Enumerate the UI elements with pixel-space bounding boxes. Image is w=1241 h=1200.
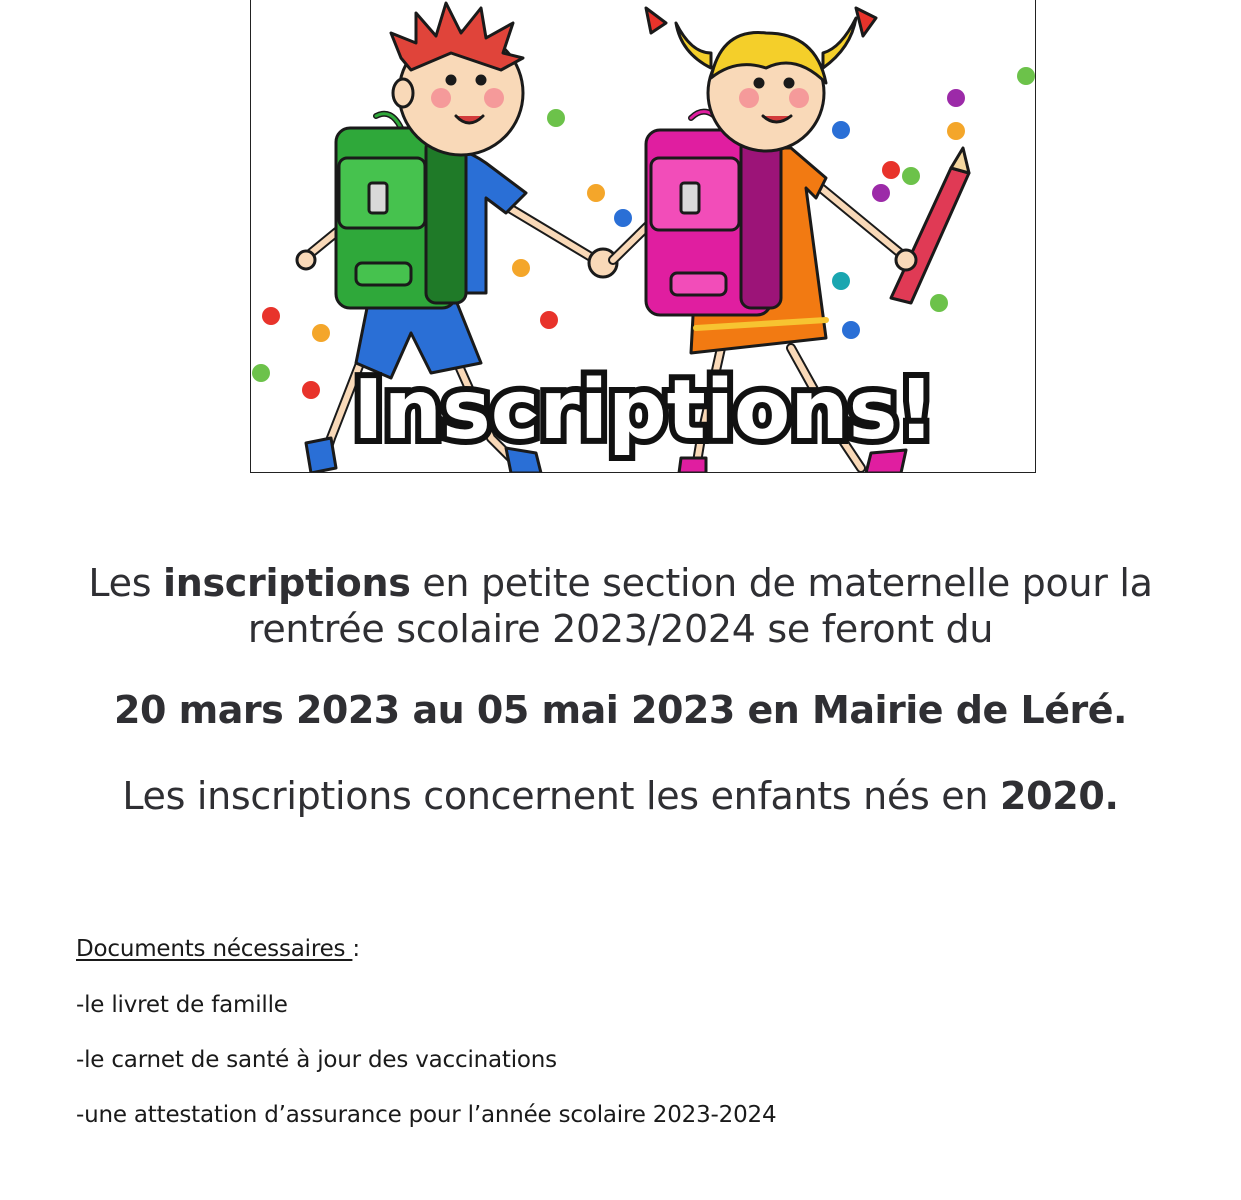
birth-year-line (60, 772, 1181, 820)
intro-line-2: rentrée scolaire 2023/2024 se feront du (247, 607, 994, 651)
confetti-dot (614, 209, 632, 227)
confetti-dot (302, 381, 320, 399)
registration-dates: 20 mars 2023 au 05 mai 2023 en Mairie de Léré. (114, 688, 1127, 732)
children-with-backpacks-image (251, 0, 1036, 473)
birth-year-text: Les inscriptions concernent les enfants nés en (122, 774, 1000, 818)
document-item: -une attestation d’assurance pour l’année scolaire 2023-2024 (76, 1102, 777, 1128)
confetti-dot (547, 109, 565, 127)
document-item: -le carnet de santé à jour des vaccinations (76, 1047, 557, 1073)
intro-paragraph (60, 560, 1181, 652)
inscriptions-banner-text: Inscriptions! (353, 363, 935, 458)
documents-heading-label: Documents nécessaires (76, 936, 353, 962)
intro-line-1 (60, 560, 1181, 606)
intro-text-end: en petite section de maternelle pour la (410, 561, 1153, 605)
confetti-dot (947, 122, 965, 140)
confetti-dot (252, 364, 270, 382)
document-item: -le livret de famille (76, 992, 288, 1018)
confetti-dot (832, 272, 850, 290)
confetti-dot (1017, 67, 1035, 85)
confetti-dot (262, 307, 280, 325)
confetti-dot (902, 167, 920, 185)
documents-heading-colon: : (352, 936, 360, 962)
birth-year-value: 2020. (999, 774, 1119, 818)
confetti-dot (540, 311, 558, 329)
documents-heading (76, 936, 360, 962)
confetti-dot (930, 294, 948, 312)
confetti-dot (312, 324, 330, 342)
confetti-dot (947, 89, 965, 107)
confetti-dot (882, 161, 900, 179)
intro-bold-word: inscriptions (162, 561, 411, 605)
inscriptions-illustration (250, 0, 1036, 473)
confetti-dot (832, 121, 850, 139)
confetti-dot (587, 184, 605, 202)
confetti-dot (872, 184, 890, 202)
intro-text-start: Les (88, 561, 163, 605)
confetti-dot (842, 321, 860, 339)
confetti-dot (512, 259, 530, 277)
